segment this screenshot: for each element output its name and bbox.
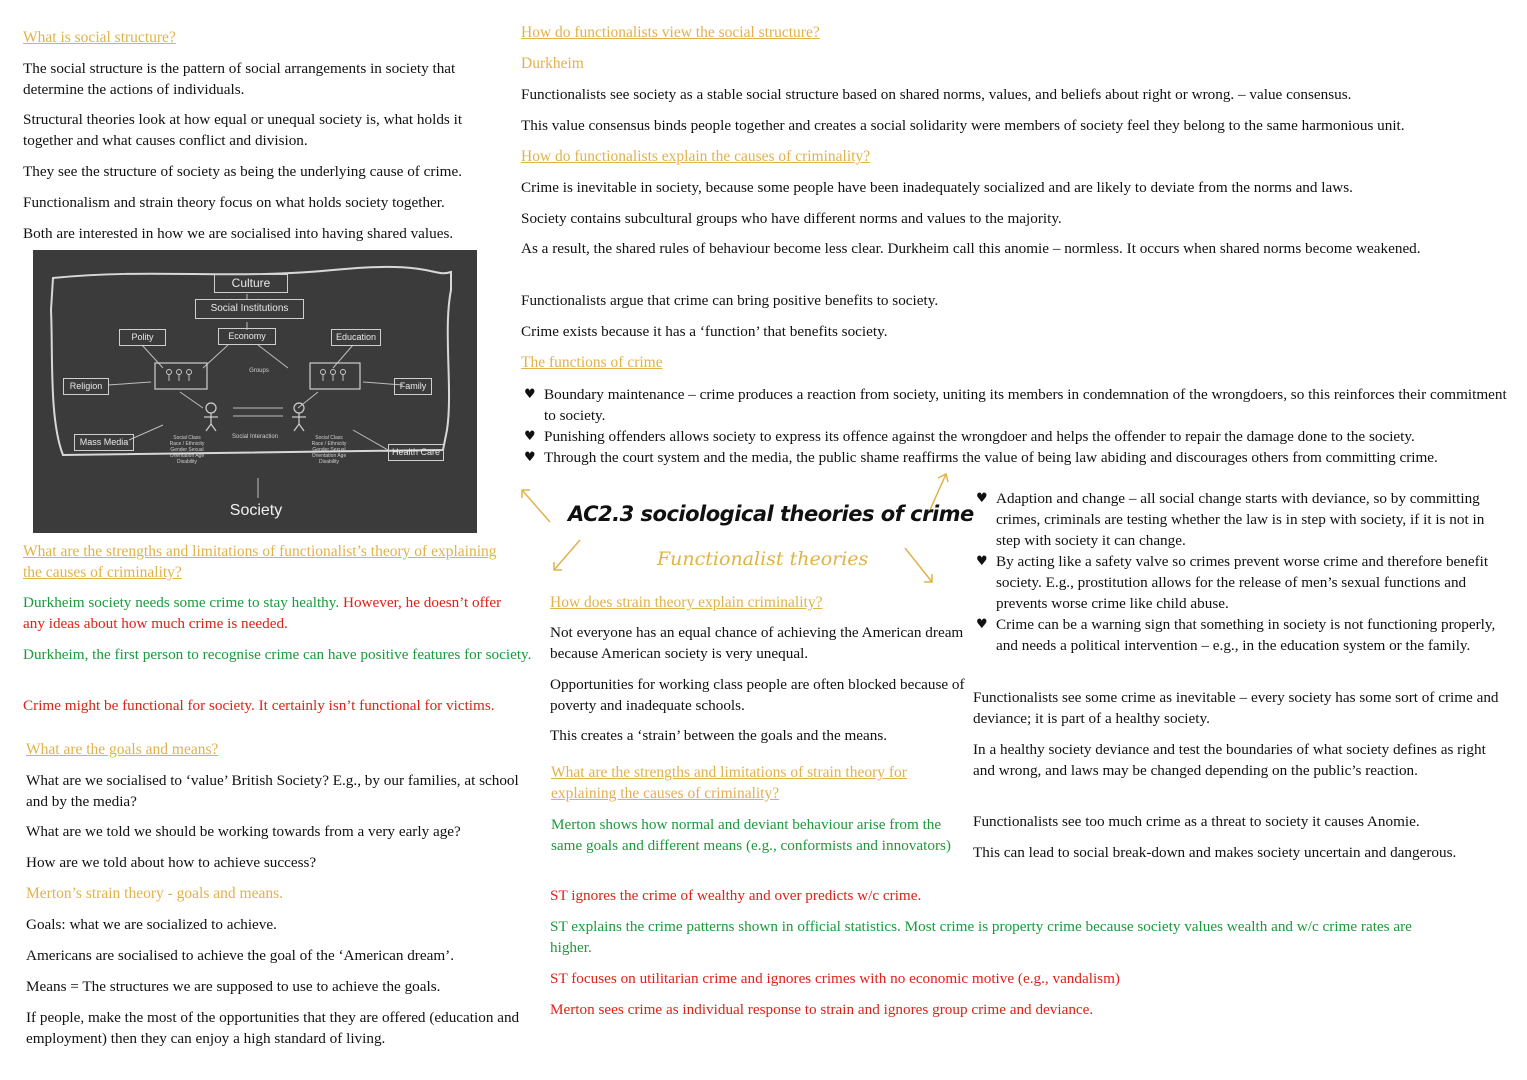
groups-label: Groups: [249, 368, 269, 374]
paragraph: In a healthy society deviance and test the boundaries of what society defines as right and wrong, and laws may be changed depending on the public’s reaction.: [973, 741, 1486, 779]
social-structure-diagram: [33, 250, 477, 533]
strength-text: Merton shows how normal and deviant behaviour arise from the same goals and different means (e.g., conformists and innovators): [551, 816, 951, 854]
paragraph: Not everyone has an equal chance of achieving the American dream because American society is very unequal.: [550, 624, 964, 662]
polity-box: Polity: [119, 329, 166, 346]
culture-box: Culture: [214, 274, 288, 293]
functions-list-continued: [974, 488, 1504, 656]
paragraph: Both are interested in how we are socialised into having shared values.: [23, 225, 454, 242]
paragraph: As a result, the shared rules of behaviour become less clear. Durkheim call this anomie – normless. It occurs when shared norms become weakened.: [521, 240, 1421, 257]
paragraph: What are we socialised to ‘value’ British Society? E.g., by our families, at school and by the media?: [26, 772, 519, 810]
list-item: ♥ Through the court system and the media, the public shame reaffirms the value of being law abiding and discourages others from committing crime.: [522, 447, 1507, 468]
list-item: ♥ Adaption and change – all social change starts with deviance, so by committing crimes, criminals are testing whether the law is in step with society, if it is not in step with society it can change.: [974, 488, 1504, 551]
heading-strain-theory: How does strain theory explain criminality?: [550, 594, 823, 611]
strength-text: ST explains the crime patterns shown in official statistics. Most crime is property crime because society values wealth and w/c crime rates are higher.: [550, 918, 1412, 956]
list-item: ♥ Crime can be a warning sign that something in society is not functioning properly, and needs a political intervention – e.g., in the education system or the family.: [974, 614, 1504, 656]
paragraph: Functionalists see society as a stable social structure based on shared norms, values, and beliefs about right or wrong. – value consensus.: [521, 86, 1352, 103]
paragraph: Crime exists because it has a ‘function’ that benefits society.: [521, 323, 888, 340]
limitation-text: Merton sees crime as individual response to strain and ignores group crime and deviance.: [550, 1001, 1094, 1018]
functions-list: [522, 384, 1507, 468]
heading-goals-means: What are the goals and means?: [26, 741, 219, 758]
paragraph: This creates a ‘strain’ between the goals and the means.: [550, 727, 888, 744]
heading-causes-criminality: How do functionalists explain the causes of criminality?: [521, 148, 871, 165]
list-item: ♥ Boundary maintenance – crime produces a reaction from society, uniting its members in condemnation of the wrongdoers, so this reinforces their commitment to society.: [522, 384, 1507, 426]
paragraph: Americans are socialised to achieve the goal of the ‘American dream’.: [26, 947, 455, 964]
heading-durkheim: Durkheim: [521, 55, 584, 72]
society-label: Society: [229, 502, 283, 519]
paragraph: Crime is inevitable in society, because some people have been inadequately socialized and are likely to deviate from the norms and laws.: [521, 179, 1353, 196]
education-box: Education: [331, 329, 381, 346]
evaluation-point: [23, 592, 523, 634]
page-title: AC2.3 sociological theories of crime: [568, 502, 974, 526]
status-list-right: Social Class Race / Ethnicity Gender Sexual Orientation Age Disability: [311, 435, 347, 465]
heading-strain-strengths: What are the strengths and limitations of strain theory for explaining the causes of criminality?: [551, 764, 907, 802]
health-care-box: Health Care: [388, 444, 444, 461]
paragraph: Opportunities for working class people are often blocked because of poverty and inadequate schools.: [550, 676, 965, 714]
paragraph: This value consensus binds people together and creates a social solidarity were members of society feel they belong to the same harmonious unit.: [521, 117, 1405, 134]
heading-functionalist-view: How do functionalists view the social structure?: [521, 24, 820, 41]
paragraph: Structural theories look at how equal or unequal society is, what holds it together and what causes conflict and division.: [23, 111, 463, 149]
limitation-text: However, he doesn’t offer any ideas about how much crime is needed.: [23, 594, 502, 632]
paragraph: What are we told we should be working towards from a very early age?: [26, 823, 461, 840]
family-box: Family: [394, 378, 432, 395]
heading-functionalist-strengths: What are the strengths and limitations of functionalist’s theory of explaining the causes of criminality?: [23, 543, 497, 581]
paragraph: The social structure is the pattern of social arrangements in society that determine the actions of individuals.: [23, 60, 456, 98]
paragraph: They see the structure of society as being the underlying cause of crime.: [23, 163, 463, 180]
economy-box: Economy: [218, 328, 276, 345]
social-interaction-label: Social Interaction: [231, 434, 279, 440]
paragraph: Goals: what we are socialized to achieve.: [26, 916, 277, 933]
social-institutions-box: Social Institutions: [195, 299, 304, 319]
paragraph: Functionalists argue that crime can bring positive benefits to society.: [521, 292, 939, 309]
paragraph: How are we told about how to achieve success?: [26, 854, 317, 871]
status-list-left: Social Class Race / Ethnicity Gender Sexual Orientation Age Disability: [169, 435, 205, 465]
paragraph: This can lead to social break-down and makes society uncertain and dangerous.: [973, 844, 1457, 861]
heading-functions-of-crime: The functions of crime: [521, 354, 663, 371]
title-arrows: [510, 470, 960, 590]
heading-merton: Merton’s strain theory - goals and means.: [26, 885, 283, 902]
paragraph: Functionalists see too much crime as a threat to society it causes Anomie.: [973, 813, 1420, 830]
heading-social-structure: What is social structure?: [23, 29, 176, 46]
strength-text: Durkheim, the first person to recognise crime can have positive features for society.: [23, 646, 532, 663]
list-item: ♥ By acting like a safety valve so crimes prevent worse crime and therefore benefit society. E.g., prostitution allows for the release of men’s sexual functions and prevents worse crime like child abuse.: [974, 551, 1504, 614]
strength-text: Durkheim society needs some crime to stay healthy.: [23, 594, 340, 611]
religion-box: Religion: [63, 378, 109, 395]
paragraph: If people, make the most of the opportunities that they are offered (education and employment) then they can enjoy a high standard of living.: [26, 1009, 520, 1047]
mass-media-box: Mass Media: [74, 434, 134, 451]
paragraph: Functionalism and strain theory focus on what holds society together.: [23, 194, 445, 211]
page-subtitle: Functionalist theories: [657, 548, 869, 570]
limitation-text: Crime might be functional for society. It certainly isn’t functional for victims.: [23, 697, 495, 714]
limitation-text: ST ignores the crime of wealthy and over predicts w/c crime.: [550, 887, 922, 904]
limitation-text: ST focuses on utilitarian crime and ignores crimes with no economic motive (e.g., vandalism): [550, 970, 1120, 987]
paragraph: Means = The structures we are supposed to use to achieve the goals.: [26, 978, 441, 995]
list-item: ♥ Punishing offenders allows society to express its offence against the wrongdoer and helps the offender to repair the damage done to the society.: [522, 426, 1507, 447]
paragraph: Society contains subcultural groups who have different norms and values to the majority.: [521, 210, 1062, 227]
paragraph: Functionalists see some crime as inevitable – every society has some sort of crime and deviance; it is part of a healthy society.: [973, 689, 1499, 727]
